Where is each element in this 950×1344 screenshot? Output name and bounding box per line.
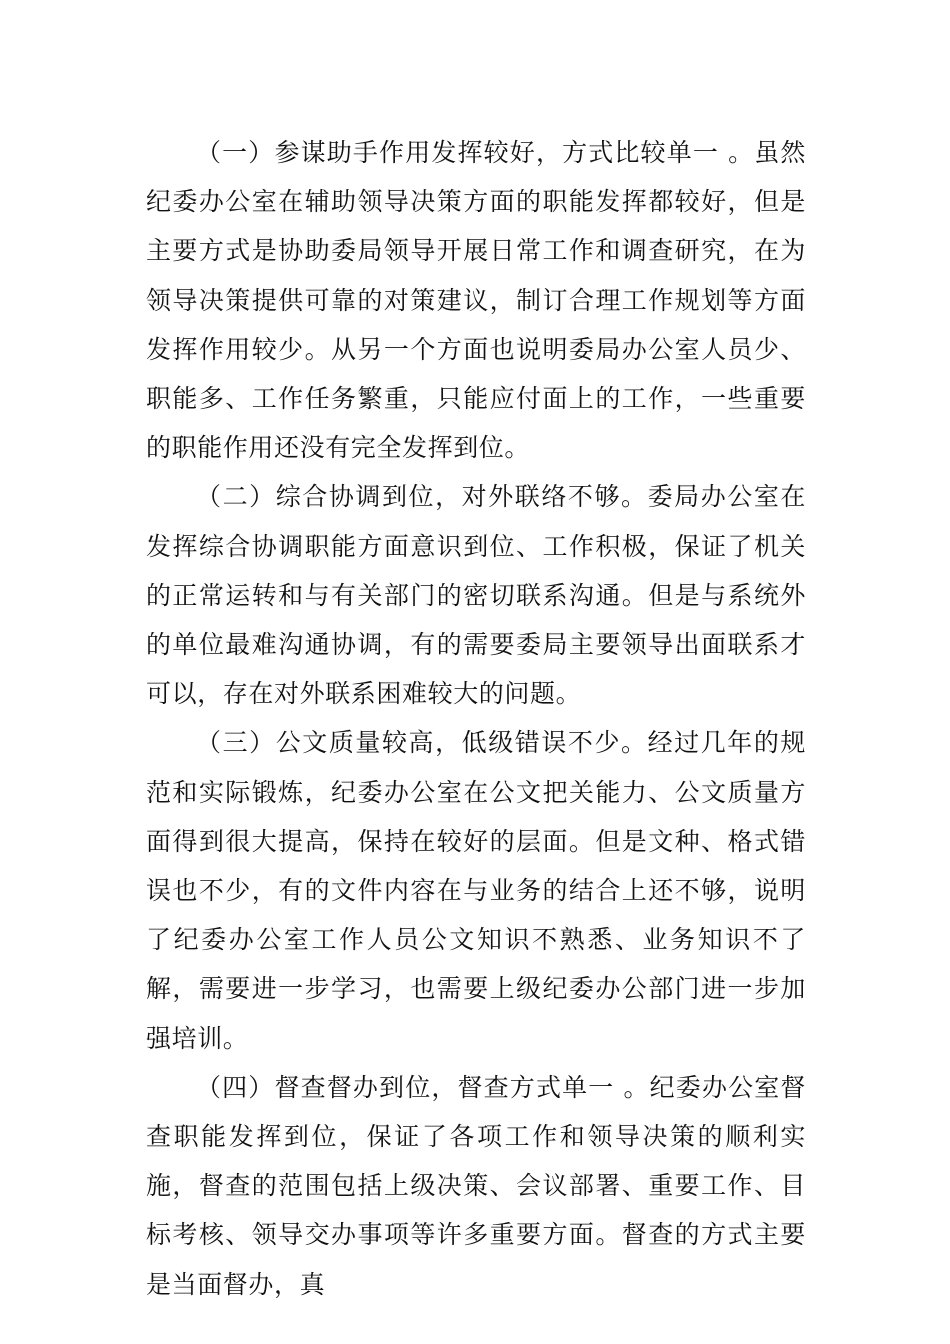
paragraph-4-body: 纪委办公室督查职能发挥到位，保证了各项工作和领导决策的顺利实施，督查的范围包括上级决策、会议部署、重要工作、目标考核、领导交办事项等许多重要方面。督查的方式主要是当面督办，真 — [146, 1072, 807, 1299]
paragraph-2-heading: （二）综合协调到位，对外联络不够。 — [196, 482, 648, 512]
document-body — [146, 128, 806, 1309]
paragraph-3 — [146, 718, 806, 1062]
paragraph-1-body: 虽然纪委办公室在辅助领导决策方面的职能发挥都较好，但是主要方式是协助委局领导开展日常工作和调查研究，在为领导决策提供可靠的对策建议，制订合理工作规划等方面发挥作用较少。从另一个方面也说明委局办公室人员少、职能多、工作任务繁重，只能应付面上的工作，一些重要的职能作用还没有完全发挥到位。 — [146, 138, 806, 463]
paragraph-1 — [146, 128, 806, 472]
paragraph-4 — [146, 1063, 806, 1309]
paragraph-4-heading: （四）督查督办到位，督查方式单一 。 — [196, 1072, 650, 1102]
paragraph-2 — [146, 472, 806, 718]
paragraph-3-heading: （三）公文质量较高，低级错误不少。 — [196, 728, 648, 758]
paragraph-2-body: 委局办公室在发挥综合协调职能方面意识到位、工作积极，保证了机关的正常运转和与有关部门的密切联系沟通。但是与系统外的单位最难沟通协调，有的需要委局主要领导出面联系才可以，存在对外联系困难较大的问题。 — [146, 482, 806, 709]
paragraph-3-body: 经过几年的规范和实际锻炼，纪委办公室在公文把关能力、公文质量方面得到很大提高，保持在较好的层面。但是文种、格式错误也不少，有的文件内容在与业务的结合上还不够，说明了纪委办公室工作人员公文知识不熟悉、业务知识不了解，需要进一步学习，也需要上级纪委办公部门进一步加强培训。 — [146, 728, 806, 1053]
paragraph-1-heading: （一）参谋助手作用发挥较好，方式比较单一 。 — [196, 138, 755, 167]
